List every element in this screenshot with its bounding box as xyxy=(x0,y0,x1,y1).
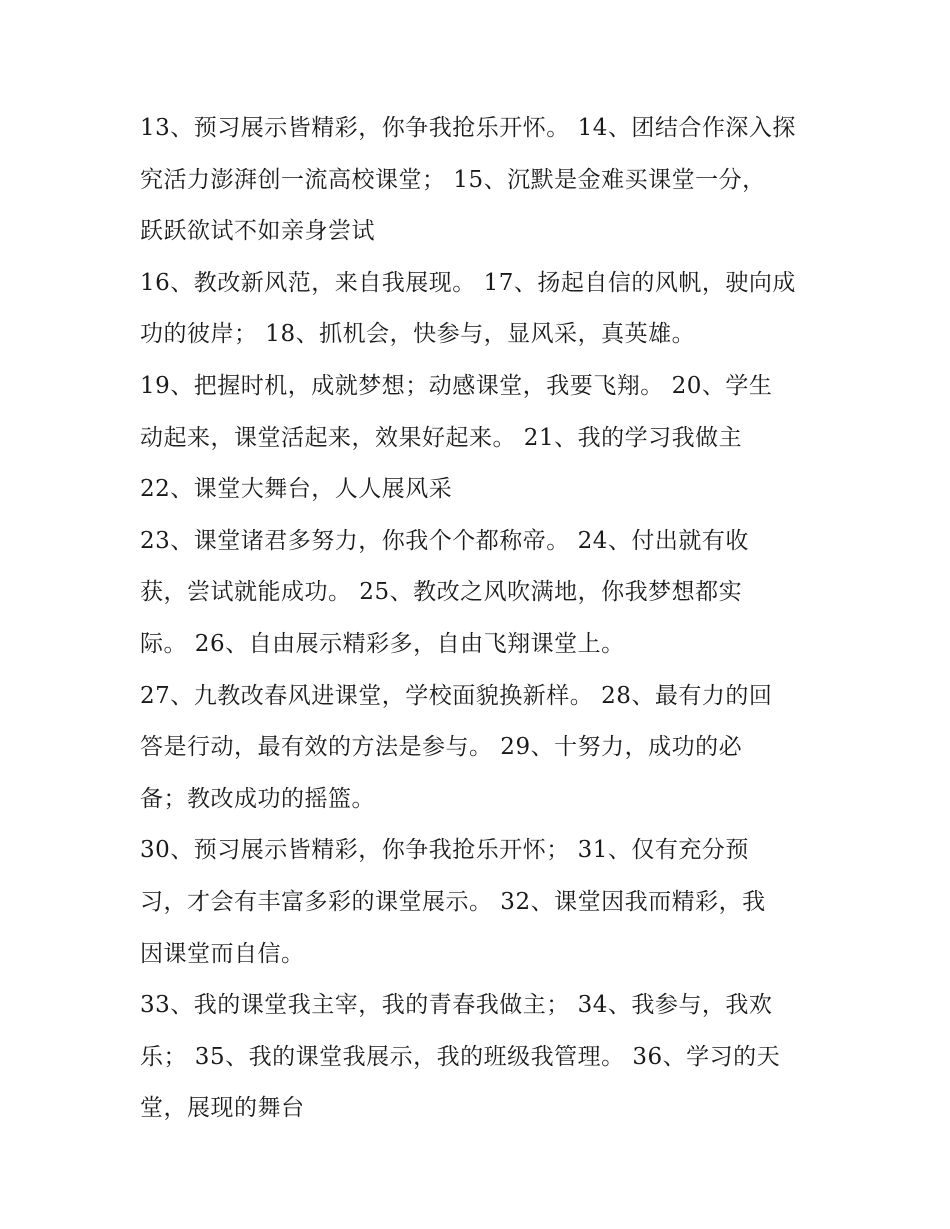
text-line: 答是行动，最有效的方法是参与。 29、十努力，成功的必 xyxy=(140,734,743,761)
text-line: 跃跃欲试不如亲身尝试 xyxy=(140,218,375,245)
text-line: 27、九教改春风进课堂，学校面貌换新样。 28、最有力的回 xyxy=(140,682,773,709)
text-line: 获，尝试就能成功。 25、教改之风吹满地，你我梦想都实 xyxy=(140,579,743,606)
document-body xyxy=(140,103,830,1135)
text-line: 习，才会有丰富多彩的课堂展示。 32、课堂因我而精彩，我 xyxy=(140,888,766,915)
text-line: 究活力澎湃创一流高校课堂； 15、沉默是金难买课堂一分， xyxy=(140,166,766,193)
text-line: 因课堂而自信。 xyxy=(140,940,305,967)
text-line: 乐； 35、我的课堂我展示，我的班级我管理。 36、学习的天 xyxy=(140,1043,781,1070)
text-line: 33、我的课堂我主宰，我的青春我做主； 34、我参与，我欢 xyxy=(140,992,773,1019)
text-line: 际。 26、自由展示精彩多，自由飞翔课堂上。 xyxy=(140,630,625,657)
text-line: 备；教改成功的摇篮。 xyxy=(140,785,375,812)
text-line: 19、把握时机，成就梦想；动感课堂，我要飞翔。 20、学生 xyxy=(140,372,773,399)
text-line: 30、预习展示皆精彩，你争我抢乐开怀； 31、仅有充分预 xyxy=(140,837,749,864)
text-line: 16、教改新风范，来自我展现。 17、扬起自信的风帆，驶向成 xyxy=(140,269,796,296)
text-line: 23、课堂诸君多努力，你我个个都称帝。 24、付出就有收 xyxy=(140,527,749,554)
text-line: 动起来，课堂活起来，效果好起来。 21、我的学习我做主 xyxy=(140,424,743,451)
text-line: 堂，展现的舞台 xyxy=(140,1095,305,1122)
text-line: 13、预习展示皆精彩，你争我抢乐开怀。 14、团结合作深入探 xyxy=(140,115,796,141)
text-line: 功的彼岸； 18、抓机会，快参与，显风采，真英雄。 xyxy=(140,321,696,348)
text-line: 22、课堂大舞台，人人展风采 xyxy=(140,476,453,503)
